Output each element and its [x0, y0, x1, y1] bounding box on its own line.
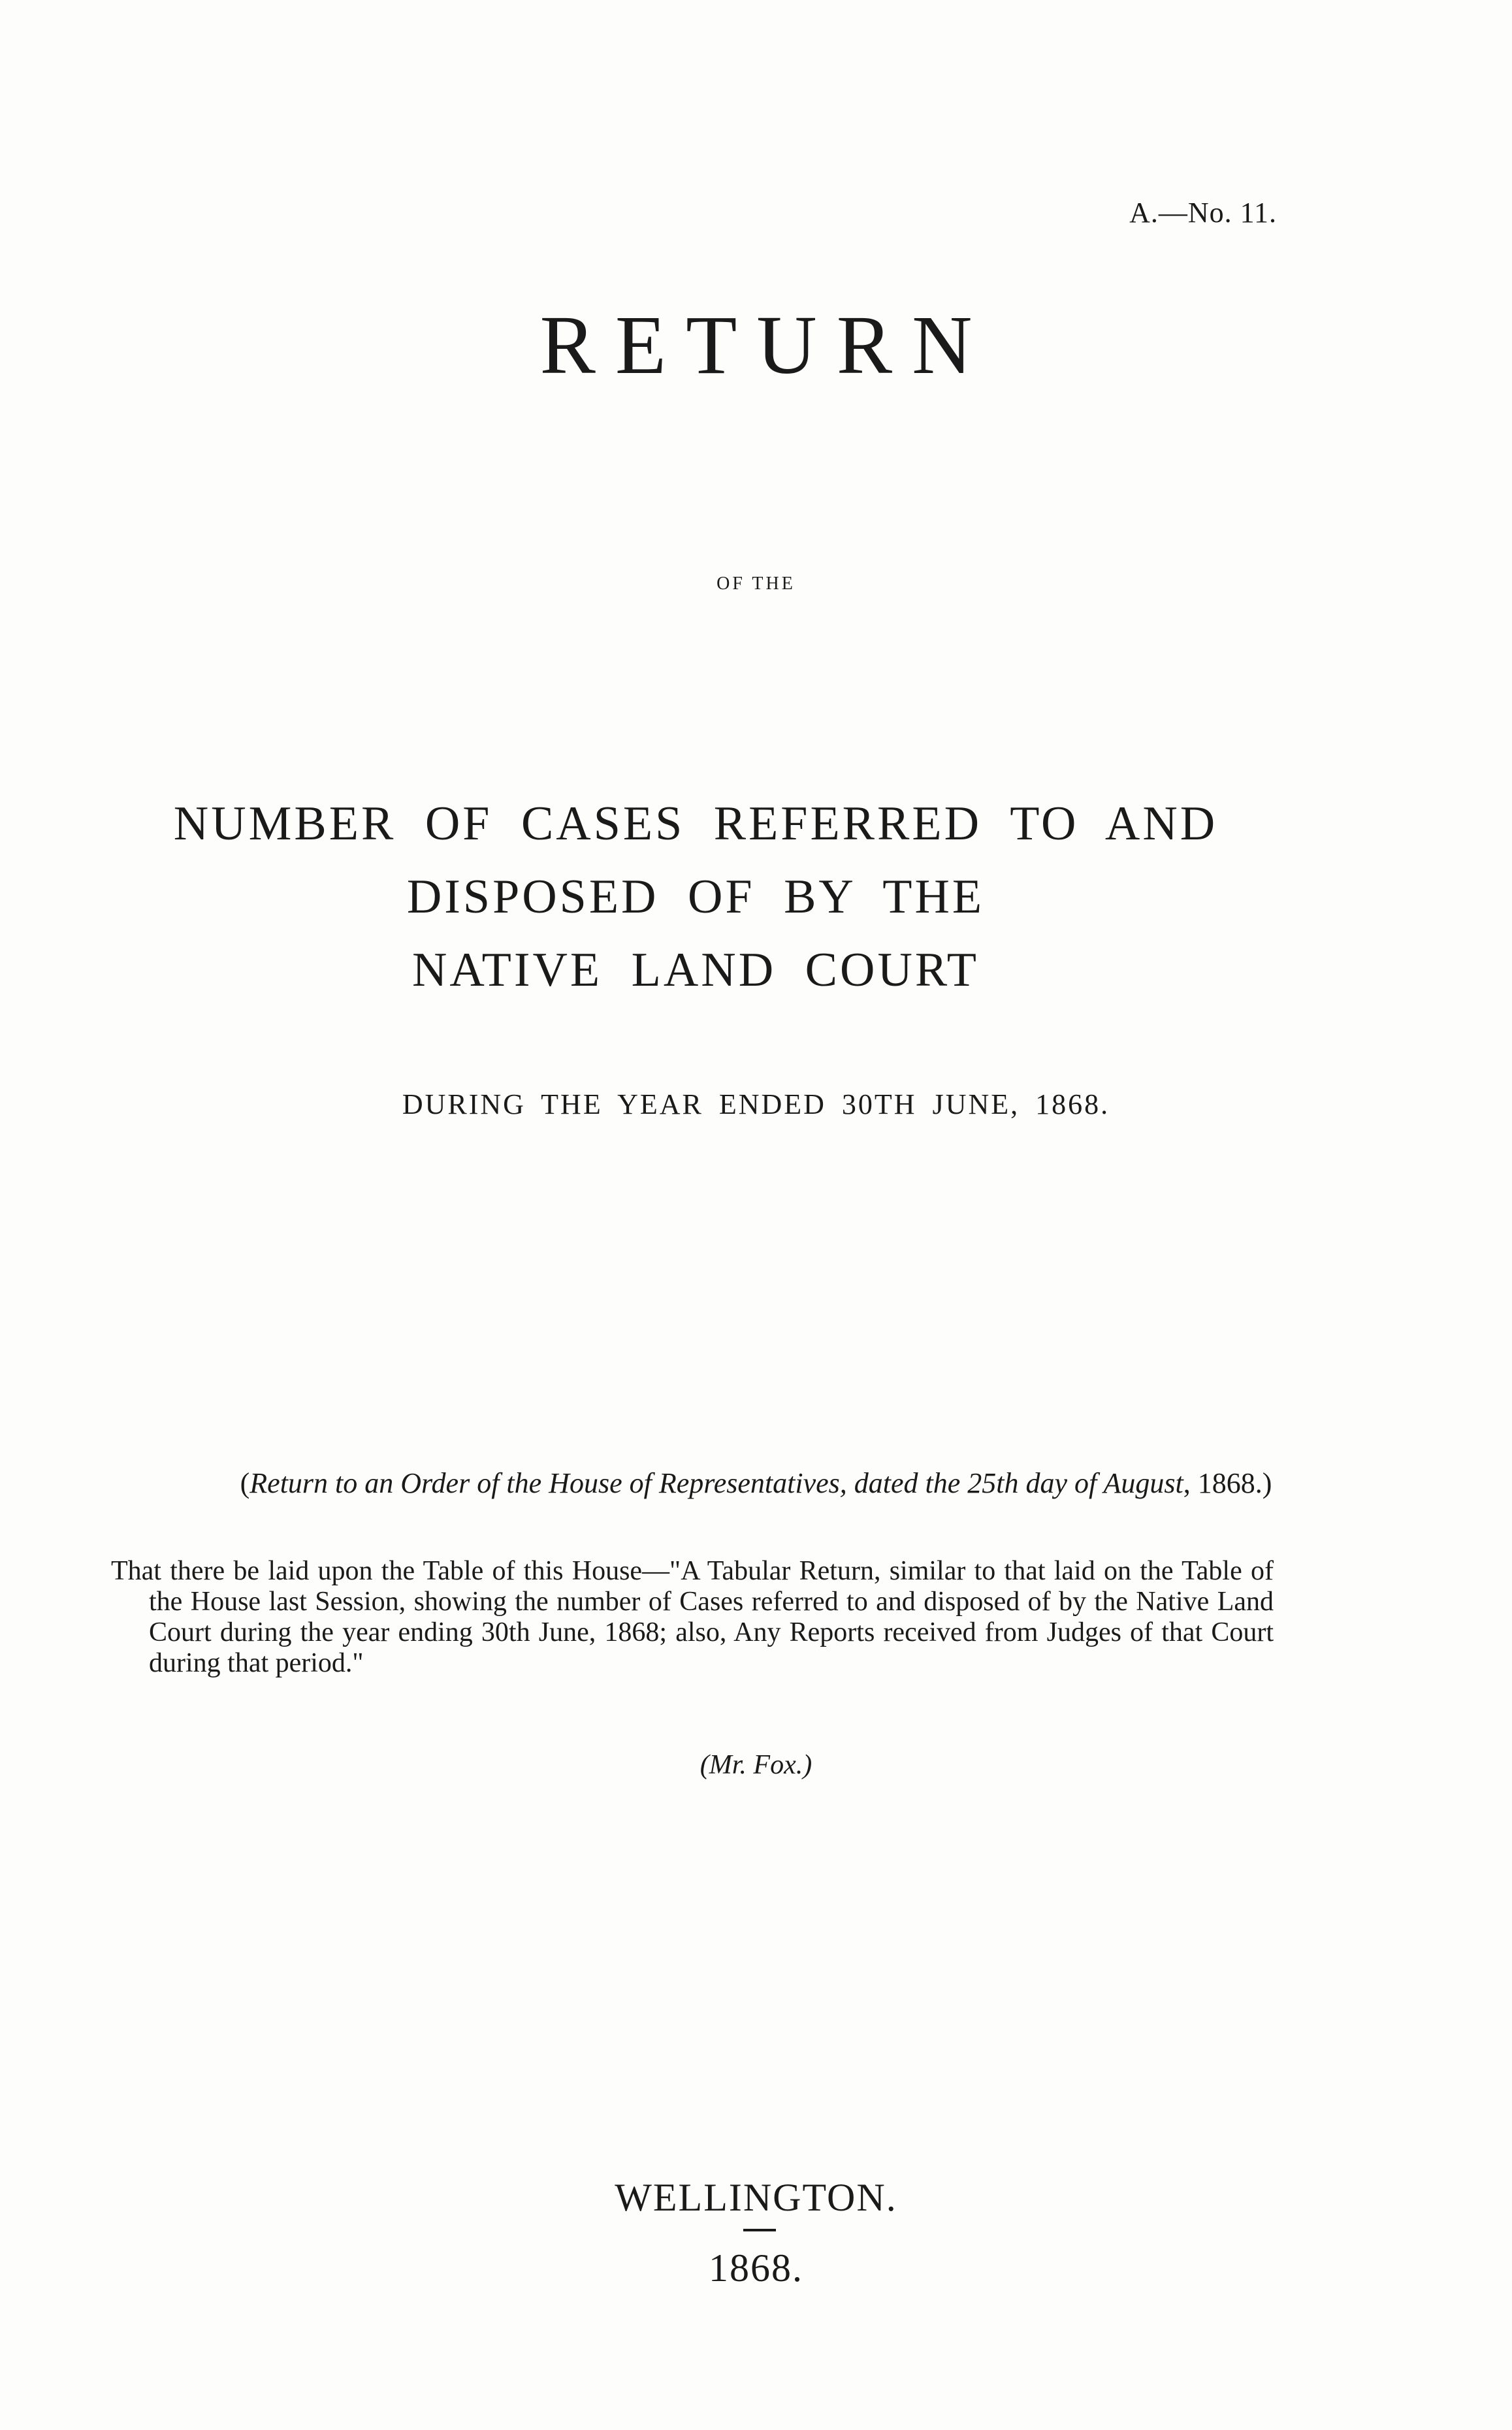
subject-line-2: NATIVE LAND COURT [411, 943, 980, 997]
order-reference [0, 1466, 1512, 1500]
document-subject [98, 787, 1293, 1007]
order-open: ( [240, 1467, 250, 1499]
motion-mover: (Mr. Fox.) [700, 1750, 812, 1780]
imprint-place: WELLINGTON. [615, 2176, 897, 2219]
subject-line-1: NUMBER OF CASES REFERRED TO AND DISPOSED OF BY THE [173, 797, 1218, 924]
title-connector: OF THE [716, 574, 796, 594]
imprint-year: 1868. [709, 2246, 803, 2290]
document-period: DURING THE YEAR ENDED 30TH JUNE, 1868. [402, 1088, 1110, 1120]
order-close: , 1868.) [1183, 1467, 1272, 1499]
imprint-divider [743, 2229, 776, 2231]
document-title: RETURN [539, 299, 992, 391]
order-italic-text: Return to an Order of the House of Representatives, dated the 25th day of August [249, 1467, 1183, 1499]
document-reference: A.—No. 11. [1129, 197, 1277, 229]
motion-text: That there be laid upon the Table of this House—"A Tabular Return, similar to that laid on the Table of the House last Session, showing the number of Cases referred to and disposed of by the Native Land Court during the year ending 30th June, 1868; also, Any Reports received from Judges of that Court during that period." [111, 1556, 1274, 1678]
